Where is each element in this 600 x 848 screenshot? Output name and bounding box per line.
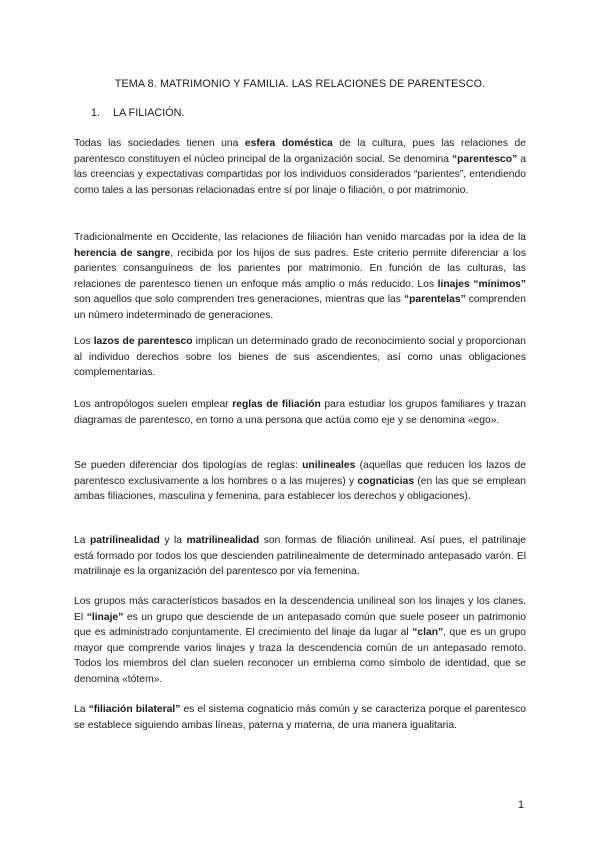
paragraph-domestic-sphere: Todas las sociedades tienen una esfera doméstica de la cultura, pues las relaciones de parentesco constituyen el núcleo principal de la organización social. Se denomina “parentesco” a las creencias y expectativas compartidas por los individuos considerados “parientes”, entendiendo como tales a las personas relacionadas entre sí por linaje o filiación, o por matrimonio.: [74, 138, 527, 196]
section-heading: [91, 107, 184, 119]
section-title: LA FILIACIÓN.: [113, 107, 185, 119]
paragraph-rule-types: Se pueden diferenciar dos tipologías de reglas: unilineales (aquellas que reducen los lazos de parentesco exclusivamente a los hombres o a las mujeres) y cognaticias (en las que se emplean ambas filiaciones, masculina y femenina, para establecer los derechos y obligaciones).: [74, 460, 526, 503]
page-number: 1: [518, 799, 525, 811]
paragraph-patrilineality: La patrilinealidad y la matrilinealidad son formas de filiación unilineal. Así pues, el patrilinaje está formado por todos los que descienden patrilinealmente de determinado antepasado varón. El matrilinaje es la organización del parentesco por vía femenina.: [74, 535, 526, 578]
paragraph-lineages-clans: Los grupos más característicos basados en la descendencia unilineal son los linajes y los clanes. El “linaje” es un grupo que desciende de un antepasado común que suele poseer un patrimonio que es administrado conjuntamente. El crecimiento del linaje da lugar al “clan”, que es un grupo mayor que comprende varios linajes y traza la descendencia común de un antepasado remoto. Todos los miembros del clan suelen reconocer un emblema como símbolo de identidad, que se denomina «tótem».: [74, 596, 526, 685]
paragraph-filiation-rules: Los antropólogos suelen emplear reglas de filiación para estudiar los grupos familiares y trazan diagramas de parentesco, en torno a una persona que actúa como eje y se denomina «ego».: [74, 399, 526, 426]
paragraph-kinship-ties: Los lazos de parentesco implican un determinado grado de reconocimiento social y proporcionan al individuo derechos sobre los bienes de sus ascendientes, así como unas obligaciones complementarias.: [74, 336, 526, 379]
page-title: TEMA 8. MATRIMONIO Y FAMILIA. LAS RELACIONES DE PARENTESCO.: [114, 78, 486, 90]
paragraph-bilateral-filiation: La “filiación bilateral” es el sistema cognaticio más común y se caracteriza porque el parentesco se establece siguiendo ambas líneas, paterna y materna, de una manera igualitaria.: [74, 704, 526, 731]
section-number: 1.: [91, 107, 101, 119]
paragraph-blood-heritage: Tradicionalmente en Occidente, las relaciones de filiación han venido marcadas por la idea de la herencia de sangre, recibida por los hijos de sus padres. Este criterio permite diferenciar a los parientes consanguíneos de los parientes por matrimonio. En función de las culturas, las relaciones de parentesco tienen un enfoque más amplio o más reducido. Los linajes “mínimos” son aquellos que solo comprenden tres generaciones, mientras que las “parentelas” comprenden un número indeterminado de generaciones.: [74, 232, 526, 321]
